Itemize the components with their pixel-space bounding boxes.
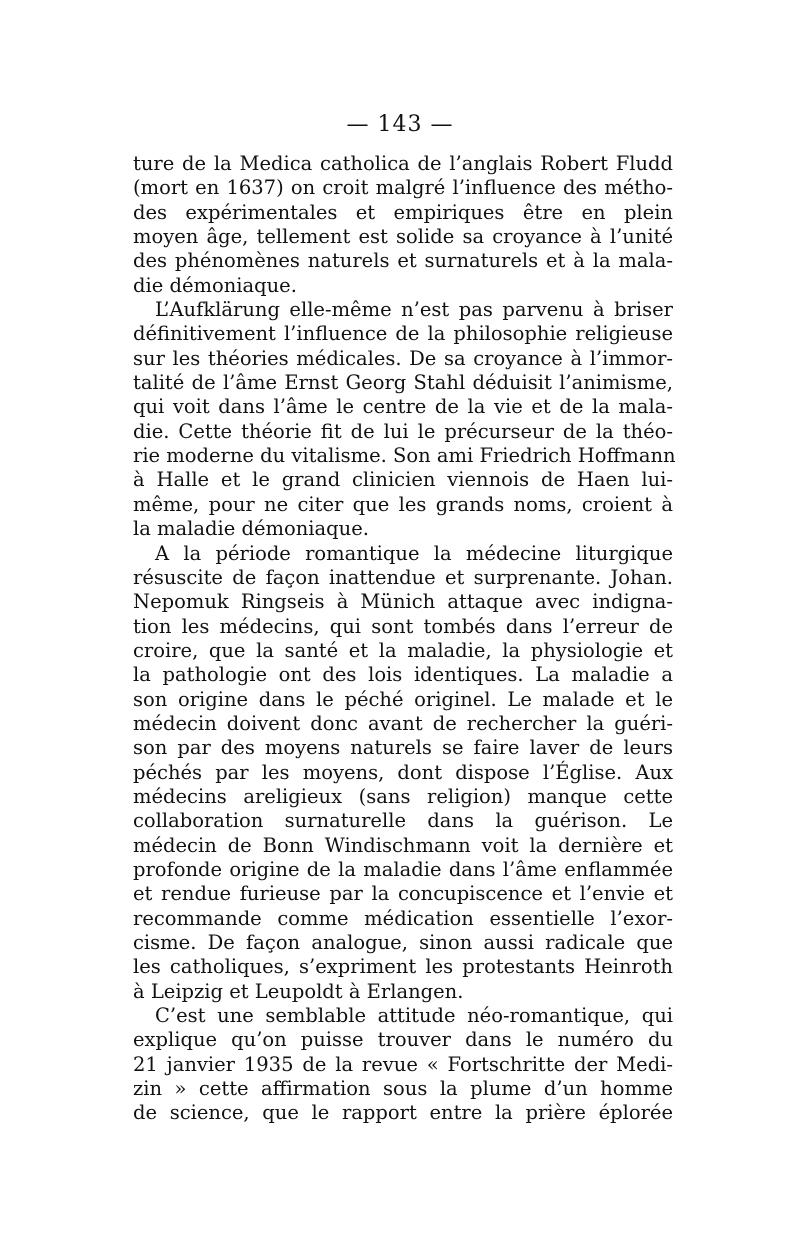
text-line: profonde origine de la maladie dans l’âme enflammée (133, 857, 673, 881)
text-line: résuscite de façon inattendue et surprenante. Johan. (133, 565, 673, 589)
text-line: son par des moyens naturels se faire laver de leurs (133, 736, 673, 760)
text-line: C’est une semblable attitude néo-romantique, qui (155, 1004, 673, 1028)
text-line: croire, que la santé et la maladie, la physiologie et (133, 638, 673, 662)
text-line: moyen âge, tellement est solide sa croyance à l’unité (133, 225, 673, 249)
text-line: Nepomuk Ringseis à Münich attaque avec indigna- (133, 590, 673, 614)
text-line: les catholiques, s’expriment les protestants Heinroth (133, 955, 673, 979)
text-line: die démoniaque. (133, 273, 297, 297)
text-line: la pathologie ont des lois identiques. La maladie a (133, 663, 673, 687)
text-line: recommande comme médication essentielle l’exor- (133, 906, 673, 930)
text-line: zin » cette affirmation sous la plume d’un homme (133, 1077, 673, 1101)
text-line: sur les théories médicales. De sa croyance à l’immor- (133, 346, 673, 370)
text-line: L’Aufklärung elle-même n’est pas parvenu à briser (155, 298, 673, 322)
text-line: explique qu’on puisse trouver dans le numéro du (133, 1028, 673, 1052)
text-line: à Halle et le grand clinicien viennois de Haen lui- (133, 468, 673, 492)
text-line: rie moderne du vitalisme. Son ami Friedrich Hoffmann (133, 444, 676, 468)
text-line: de science, que le rapport entre la prière éplorée (133, 1101, 673, 1125)
page-number: — 143 — (346, 112, 454, 137)
text-line: son origine dans le péché originel. Le malade et le (133, 687, 673, 711)
text-line: la maladie démoniaque. (133, 517, 369, 541)
text-line: ture de la Medica catholica de l’anglais Robert Fludd (133, 152, 673, 175)
text-line: même, pour ne citer que les grands noms, croient à (133, 492, 673, 516)
text-line: des phénomènes naturels et surnaturels et à la mala- (133, 249, 673, 273)
text-line: des expérimentales et empiriques être en plein (133, 200, 673, 224)
text-line: die. Cette théorie fit de lui le précurseur de la théo- (133, 419, 673, 443)
body-text (133, 152, 676, 1126)
text-line: cisme. De façon analogue, sinon aussi radicale que (133, 931, 673, 954)
text-line: définitivement l’influence de la philosophie religieuse (133, 322, 673, 346)
text-line: (mort en 1637) on croit malgré l’influence des métho- (133, 176, 673, 200)
text-line: tion les médecins, qui sont tombés dans l’erreur de (133, 614, 673, 638)
text-line: et rendue furieuse par la concupiscence et l’envie et (133, 882, 673, 906)
text-line: collaboration surnaturelle dans la guérison. Le (133, 809, 673, 833)
text-line: à Leipzig et Leupoldt à Erlangen. (133, 979, 464, 1003)
text-line: péchés par les moyens, dont dispose l’Église. Aux (133, 760, 673, 784)
text-line: 21 janvier 1935 de la revue « Fortschritte der Medi- (133, 1052, 673, 1076)
text-line: talité de l’âme Ernst Georg Stahl déduisit l’animisme, (133, 371, 673, 395)
text-line: A la période romantique la médecine liturgique (155, 541, 673, 565)
text-line: médecin de Bonn Windischmann voit la dernière et (133, 833, 673, 857)
text-line: médecin doivent donc avant de rechercher la guéri- (133, 711, 673, 735)
text-line: médecins areligieux (sans religion) manque cette (133, 784, 673, 808)
text-line: qui voit dans l’âme le centre de la vie et de la mala- (133, 395, 673, 419)
